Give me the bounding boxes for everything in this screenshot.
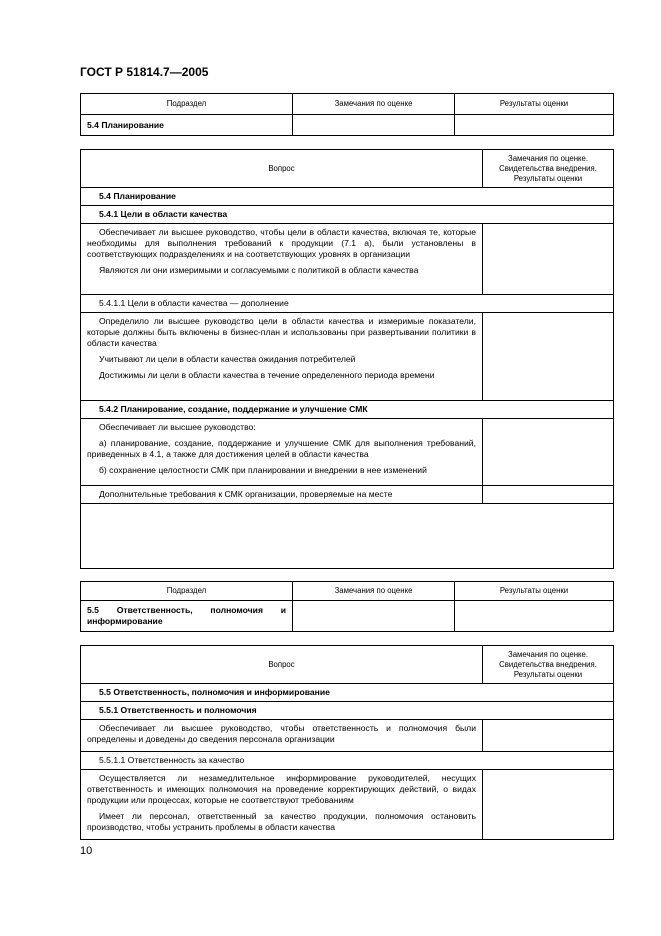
- question-cell: [81, 770, 483, 840]
- subsection-table-5-5: [80, 581, 614, 632]
- column-header-question: Вопрос: [81, 150, 483, 188]
- question-table-5-4: [80, 149, 614, 569]
- question-text: Учитывают ли цели в области качества ожидания потребителей: [99, 354, 356, 364]
- answer-cell: [483, 770, 614, 840]
- subsection-heading: 5.4.1.1 Цели в области качества — дополнение: [81, 295, 614, 313]
- column-header-question: Вопрос: [81, 646, 483, 684]
- column-header-remarks: Замечания по оценке: [293, 94, 455, 115]
- blank-area: [81, 504, 614, 569]
- question-text: а) планирование, создание, поддержание и улучшение СМК для выполнения требований, приведенных в 4.1, а также для достижения целей в области качества: [87, 438, 476, 459]
- question-cell: [81, 720, 483, 752]
- subsection-table-5-4: [80, 93, 614, 136]
- answer-cell: [483, 720, 614, 752]
- question-cell: [81, 313, 483, 401]
- question-text: Имеет ли персонал, ответственный за качество продукции, полномочия остановить производство, чтобы устранить проблемы в области качества: [87, 811, 476, 832]
- question-text: Определило ли высшее руководство цели в области качества и измеримые показатели, которые должны быть включены в бизнес-план и использованы при развертывании политики в области качества: [87, 316, 476, 348]
- section-heading: 5.4 Планирование: [81, 188, 614, 206]
- subsection-heading: 5.5.1 Ответственность и полномочия: [81, 702, 614, 720]
- column-header-remarks: Замечания по оценке. Свидетельства внедрения. Результаты оценки: [483, 150, 614, 188]
- question-text: Обеспечивает ли высшее руководство, чтобы ответственность и полномочия были определены и доведены до сведения персонала организации: [87, 723, 476, 744]
- remarks-cell: [293, 115, 455, 136]
- question-text: Являются ли они измеримыми и согласуемыми с политикой в области качества: [99, 265, 419, 275]
- question-text: б) сохранение целостности СМК при планировании и внедрении в нее изменений: [99, 465, 427, 475]
- column-header-remarks: Замечания по оценке. Свидетельства внедрения. Результаты оценки: [483, 646, 614, 684]
- answer-cell: [483, 224, 614, 295]
- subsection-heading: 5.5.1.1 Ответственность за качество: [81, 752, 614, 770]
- question-text: Достижимы ли цели в области качества в течение определенного периода времени: [99, 370, 435, 380]
- results-cell: [455, 115, 614, 136]
- document-code: ГОСТ Р 51814.7—2005: [80, 65, 209, 79]
- question-text: Дополнительные требования к СМК организации, проверяемые на месте: [81, 486, 483, 504]
- subsection-title: 5.5 Ответственность, полномочия и информирование: [81, 601, 293, 632]
- subsection-title: 5.4 Планирование: [81, 115, 293, 136]
- results-cell: [455, 601, 614, 632]
- column-header-results: Результаты оценки: [455, 582, 614, 601]
- answer-cell: [483, 313, 614, 401]
- page-number: 10: [80, 845, 93, 857]
- question-cell: [81, 224, 483, 295]
- answer-cell: [483, 486, 614, 504]
- subsection-heading: 5.4.1 Цели в области качества: [81, 206, 614, 224]
- question-cell: [81, 419, 483, 486]
- column-header-results: Результаты оценки: [455, 94, 614, 115]
- question-text: Обеспечивает ли высшее руководство, чтобы цели в области качества, включая те, которые необходимы для выполнения требований к продукции (7.1 а), были установлены в соответствующих подразделениях и на соответствующих уровнях в организации: [87, 227, 476, 259]
- question-table-5-5: [80, 645, 614, 840]
- subsection-heading: 5.4.2 Планирование, создание, поддержание и улучшение СМК: [81, 401, 614, 419]
- answer-cell: [483, 419, 614, 486]
- section-heading: 5.5 Ответственность, полномочия и информирование: [81, 684, 614, 702]
- question-text: Обеспечивает ли высшее руководство:: [99, 422, 256, 432]
- remarks-cell: [293, 601, 455, 632]
- column-header-subsection: Подраздел: [81, 94, 293, 115]
- column-header-remarks: Замечания по оценке: [293, 582, 455, 601]
- question-text: Осуществляется ли незамедлительное информирование руководителей, несущих ответственность и имеющих полномочия на проведение корректирующих действий, о видах продукции или процессах, которые не соответствуют требованиям: [87, 773, 476, 805]
- column-header-subsection: Подраздел: [81, 582, 293, 601]
